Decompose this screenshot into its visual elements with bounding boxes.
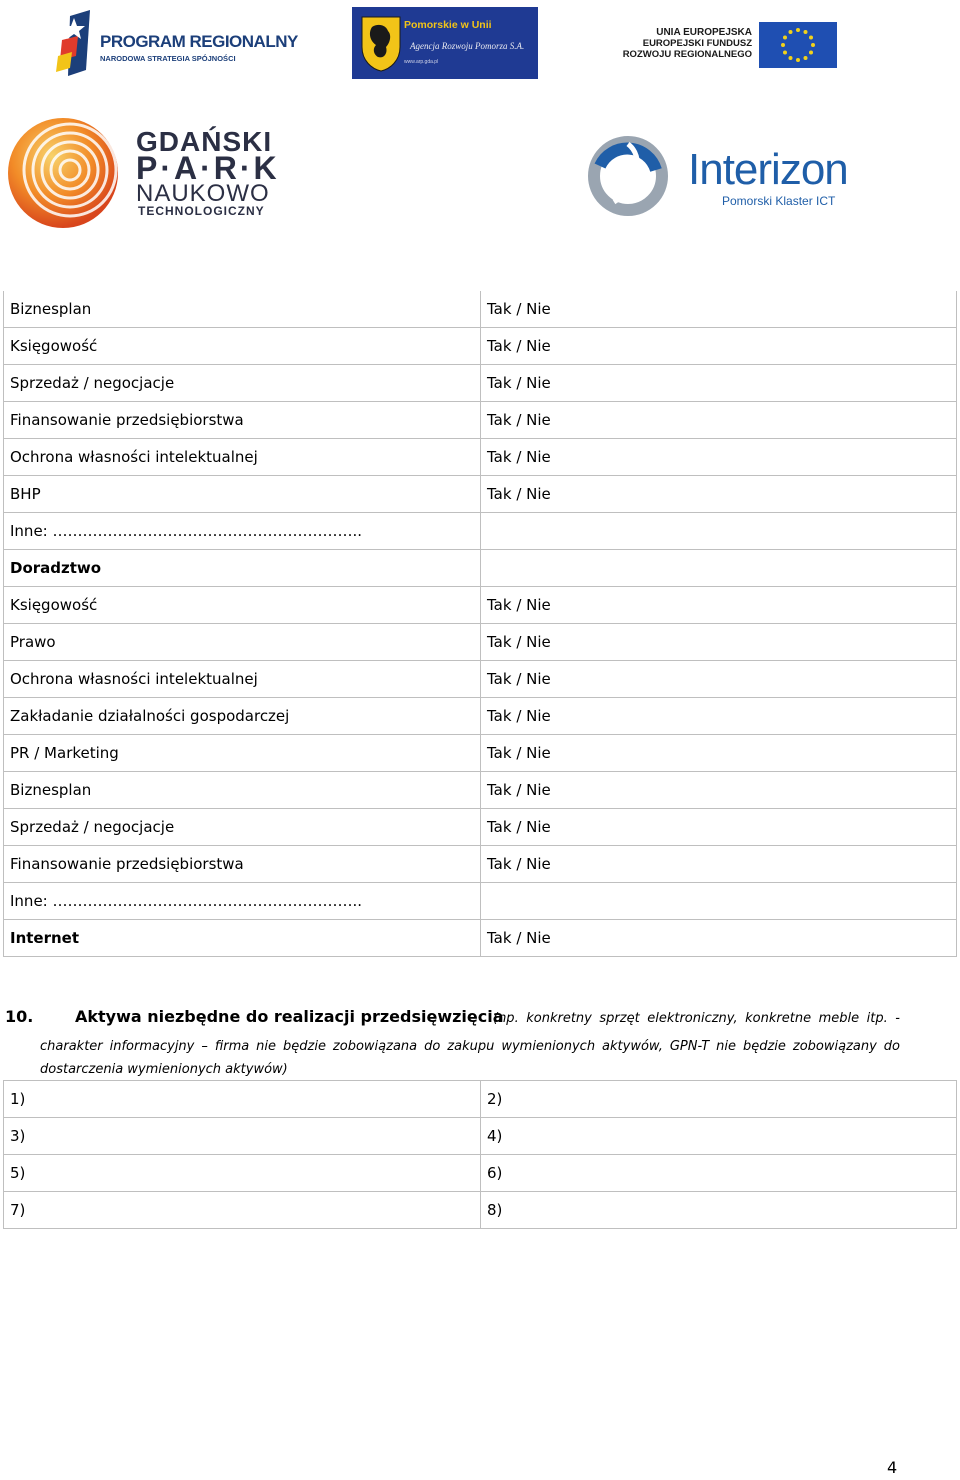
services-table — [3, 291, 957, 957]
yes-no-answer-cell[interactable] — [481, 550, 957, 587]
section-title: Aktywa niezbędne do realizacji przedsięwzięcia — [75, 1007, 504, 1026]
gpnt-line1: GDAŃSKI — [136, 126, 273, 157]
service-label-cell: Biznesplan — [4, 772, 481, 809]
yes-no-answer-cell[interactable]: Tak / Nie — [481, 698, 957, 735]
table-row — [4, 587, 957, 624]
table-row — [4, 920, 957, 957]
service-label-cell: Biznesplan — [4, 291, 481, 328]
pomorskie-url: www.arp.gda.pl — [404, 59, 439, 65]
gpnt-spiral-icon — [6, 116, 121, 231]
asset-entry-cell[interactable]: 4) — [481, 1118, 957, 1155]
asset-entry-cell[interactable]: 8) — [481, 1192, 957, 1229]
assets-table — [3, 1080, 957, 1229]
program-regionalny-subtitle: NARODOWA STRATEGIA SPÓJNOŚCI — [100, 54, 236, 63]
yes-no-answer-cell[interactable] — [481, 513, 957, 550]
interizon-name: Interizon — [688, 145, 848, 194]
asset-entry-cell[interactable]: 2) — [481, 1081, 957, 1118]
nss-star-icon — [56, 10, 100, 80]
table-row — [4, 809, 957, 846]
yes-no-answer-cell[interactable]: Tak / Nie — [481, 328, 957, 365]
table-row — [4, 846, 957, 883]
asset-entry-cell[interactable]: 6) — [481, 1155, 957, 1192]
eu-line2: EUROPEJSKI FUNDUSZ — [642, 38, 752, 49]
pomorskie-subtitle: Agencja Rozwoju Pomorza S.A. — [410, 41, 525, 51]
yes-no-answer-cell[interactable]: Tak / Nie — [481, 809, 957, 846]
yes-no-answer-cell[interactable]: Tak / Nie — [481, 476, 957, 513]
yes-no-answer-cell[interactable]: Tak / Nie — [481, 772, 957, 809]
eu-line1: UNIA EUROPEJSKA — [656, 27, 752, 38]
table-row — [4, 476, 957, 513]
section-heading-cell: Internet — [4, 920, 481, 957]
yes-no-answer-cell[interactable]: Tak / Nie — [481, 402, 957, 439]
table-row — [4, 550, 957, 587]
table-row — [4, 735, 957, 772]
table-row — [4, 772, 957, 809]
gpnt-line3: NAUKOWO — [136, 180, 270, 207]
yes-no-answer-cell[interactable]: Tak / Nie — [481, 846, 957, 883]
service-label-cell: Księgowość — [4, 587, 481, 624]
table-row — [4, 883, 957, 920]
table-row — [4, 402, 957, 439]
program-regionalny-logo — [56, 10, 298, 80]
page-number: 4 — [887, 1458, 898, 1477]
gpnt-line4: TECHNOLOGICZNY — [138, 204, 265, 218]
pomorskie-title: Pomorskie w Unii — [404, 19, 492, 31]
pomorskie-logo — [352, 7, 538, 79]
yes-no-answer-cell[interactable]: Tak / Nie — [481, 735, 957, 772]
yes-no-answer-cell[interactable]: Tak / Nie — [481, 624, 957, 661]
table-row — [4, 328, 957, 365]
table-row — [4, 1118, 957, 1155]
griffin-crest-icon — [358, 13, 404, 73]
eu-text — [623, 27, 752, 60]
yes-no-answer-cell[interactable]: Tak / Nie — [481, 587, 957, 624]
service-label-cell: Ochrona własności intelektualnej — [4, 439, 481, 476]
interizon-ring-icon — [588, 136, 668, 216]
service-label-cell: Zakładanie działalności gospodarczej — [4, 698, 481, 735]
service-label-cell: Prawo — [4, 624, 481, 661]
service-label-cell: Finansowanie przedsiębiorstwa — [4, 846, 481, 883]
table-row — [4, 513, 957, 550]
table-row — [4, 1155, 957, 1192]
asset-entry-cell[interactable]: 1) — [4, 1081, 481, 1118]
service-label-cell: Sprzedaż / negocjacje — [4, 365, 481, 402]
yes-no-answer-cell[interactable] — [481, 883, 957, 920]
eu-logo — [615, 20, 840, 70]
table-row — [4, 439, 957, 476]
section-note-head: (np. konkretny sprzęt elektroniczny, konkretne meble itp. - — [493, 1011, 900, 1026]
table-row — [4, 1192, 957, 1229]
eu-flag-icon — [759, 22, 837, 68]
section-number: 10. — [5, 1007, 34, 1026]
yes-no-answer-cell[interactable]: Tak / Nie — [481, 661, 957, 698]
service-label-cell: Ochrona własności intelektualnej — [4, 661, 481, 698]
service-label-cell: Sprzedaż / negocjacje — [4, 809, 481, 846]
yes-no-answer-cell[interactable]: Tak / Nie — [481, 920, 957, 957]
service-label-cell: Inne: …………………………………………………….. — [4, 883, 481, 920]
asset-entry-cell[interactable]: 5) — [4, 1155, 481, 1192]
yes-no-answer-cell[interactable]: Tak / Nie — [481, 439, 957, 476]
asset-entry-cell[interactable]: 7) — [4, 1192, 481, 1229]
yes-no-answer-cell[interactable]: Tak / Nie — [481, 365, 957, 402]
table-row — [4, 698, 957, 735]
section-note-body: charakter informacyjny – firma nie będzie zobowiązana do zakupu wymienionych aktywów, GPN-T nie będzie zobowiązany do dostarczenia wymienionych aktywów) — [40, 1039, 900, 1077]
service-label-cell: PR / Marketing — [4, 735, 481, 772]
service-label-cell: Finansowanie przedsiębiorstwa — [4, 402, 481, 439]
table-row — [4, 1081, 957, 1118]
service-label-cell: BHP — [4, 476, 481, 513]
yes-no-answer-cell[interactable]: Tak / Nie — [481, 291, 957, 328]
eu-line3: ROZWOJU REGIONALNEGO — [622, 49, 752, 60]
program-regionalny-title: PROGRAM REGIONALNY — [100, 32, 298, 51]
interizon-logo — [588, 136, 878, 218]
table-row — [4, 291, 957, 328]
section-heading-cell: Doradztwo — [4, 550, 481, 587]
service-label-cell: Inne: …………………………………………………….. — [4, 513, 481, 550]
service-label-cell: Księgowość — [4, 328, 481, 365]
table-row — [4, 365, 957, 402]
gpnt-logo — [6, 116, 306, 231]
interizon-tagline: Pomorski Klaster ICT — [722, 194, 836, 208]
gpnt-line2: P·A·R·K — [136, 150, 280, 186]
table-row — [4, 661, 957, 698]
table-row — [4, 624, 957, 661]
asset-entry-cell[interactable]: 3) — [4, 1118, 481, 1155]
